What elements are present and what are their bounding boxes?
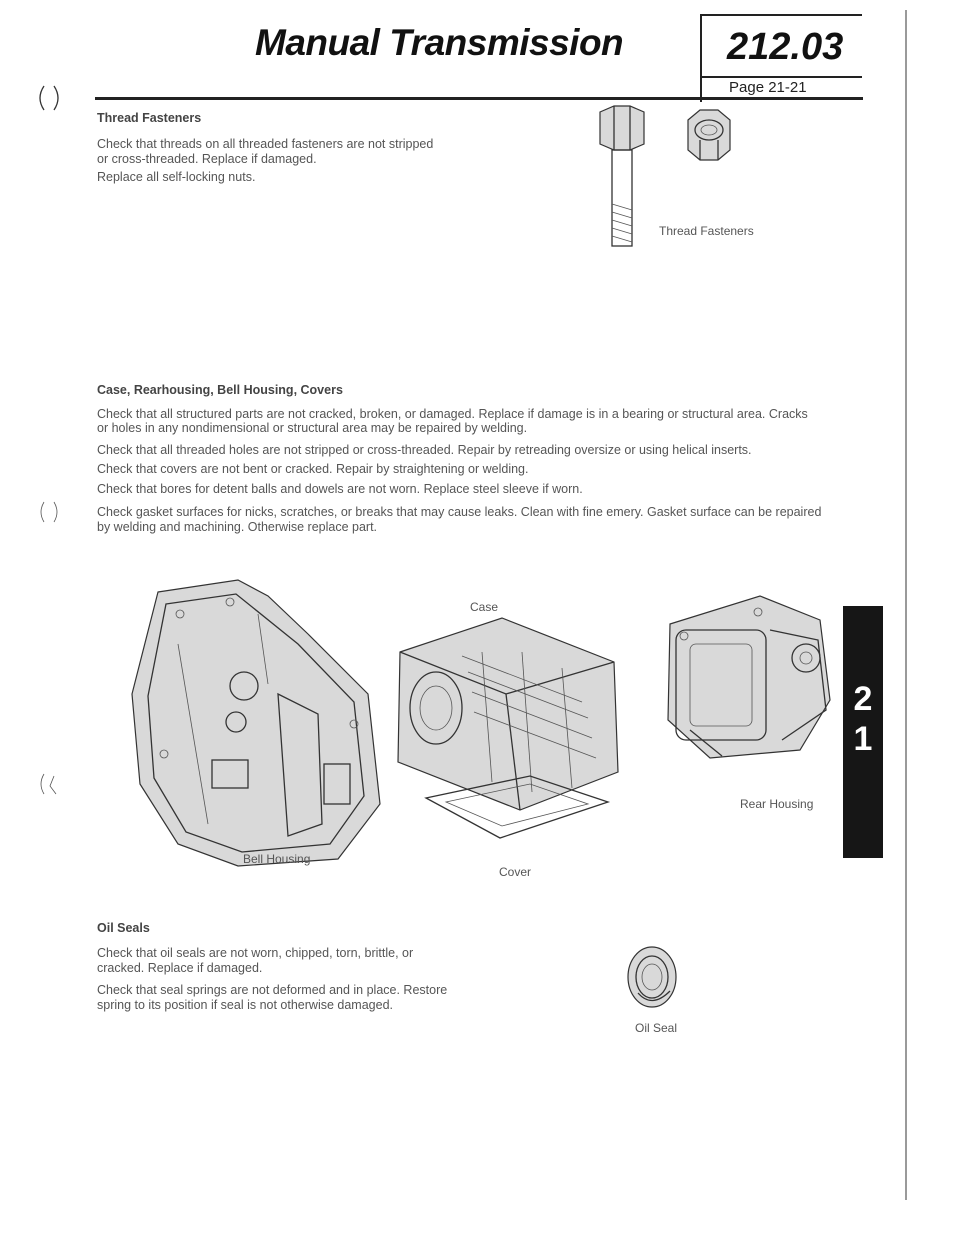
case-line-1: Check that all structured parts are not cracked, broken, or damaged. Replace if damage is in a bearing or structural area. Cracks [97,407,808,421]
header-rule [95,97,863,100]
rear-housing-illustration [650,580,840,770]
nut-illustration [682,106,736,166]
bell-housing-label: Bell Housing [243,852,311,866]
oil-seal-caption: Oil Seal [635,1021,678,1035]
page-label: Page 21-21 [729,79,807,96]
binder-mark-middle [36,498,62,528]
rear-housing-label: Rear Housing [740,797,814,811]
chapter-tab [843,606,883,858]
case-line-2: or holes in any nondimensional or structural area may be repaired by welding. [97,421,528,435]
case-line-6: Check gasket surfaces for nicks, scratches, or breaks that may cause leaks. Clean with fine emery. Gasket surface can be repaired [97,505,822,519]
binder-mark-bottom [36,770,62,800]
case-line-4: Check that covers are not bent or cracked. Repair by straightening or welding. [97,462,529,476]
oil-seals-line-4: spring to its position if seal is not otherwise damaged. [97,998,393,1012]
page-title: Manual Transmission [255,22,624,63]
thread-fasteners-line-1: Check that threads on all threaded fasteners are not stripped [97,137,434,151]
oil-seals-line-2: cracked. Replace if damaged. [97,961,263,975]
case-line-3: Check that all threaded holes are not stripped or cross-threaded. Repair by retreading oversize or using helical inserts. [97,443,752,457]
thread-fasteners-caption: Thread Fasteners [659,224,754,238]
section-number: 212.03 [727,26,844,68]
thread-fasteners-heading: Thread Fasteners [97,111,202,125]
binder-mark-top [34,82,64,114]
case-line-7: by welding and machining. Otherwise replace part. [97,520,378,534]
thread-fasteners-line-2: or cross-threaded. Replace if damaged. [97,152,317,166]
chapter-tab-bottom: 1 [853,720,873,758]
section-rule [700,76,862,78]
case-illustration [382,612,632,848]
oil-seals-line-1: Check that oil seals are not worn, chipped, torn, brittle, or [97,946,414,960]
oil-seal-illustration [622,943,682,1013]
oil-seals-heading: Oil Seals [97,921,150,935]
case-section-heading: Case, Rearhousing, Bell Housing, Covers [97,383,343,397]
case-line-5: Check that bores for detent balls and dowels are not worn. Replace steel sleeve if worn. [97,482,583,496]
oil-seals-line-3: Check that seal springs are not deformed and in place. Restore [97,983,448,997]
chapter-tab-top: 2 [853,680,873,718]
bell-housing-illustration [118,574,398,874]
margin-rule [905,10,907,1200]
case-label: Case [470,600,499,614]
cover-label: Cover [499,865,532,879]
bolt-illustration [592,104,652,250]
thread-fasteners-line-3: Replace all self-locking nuts. [97,170,256,184]
